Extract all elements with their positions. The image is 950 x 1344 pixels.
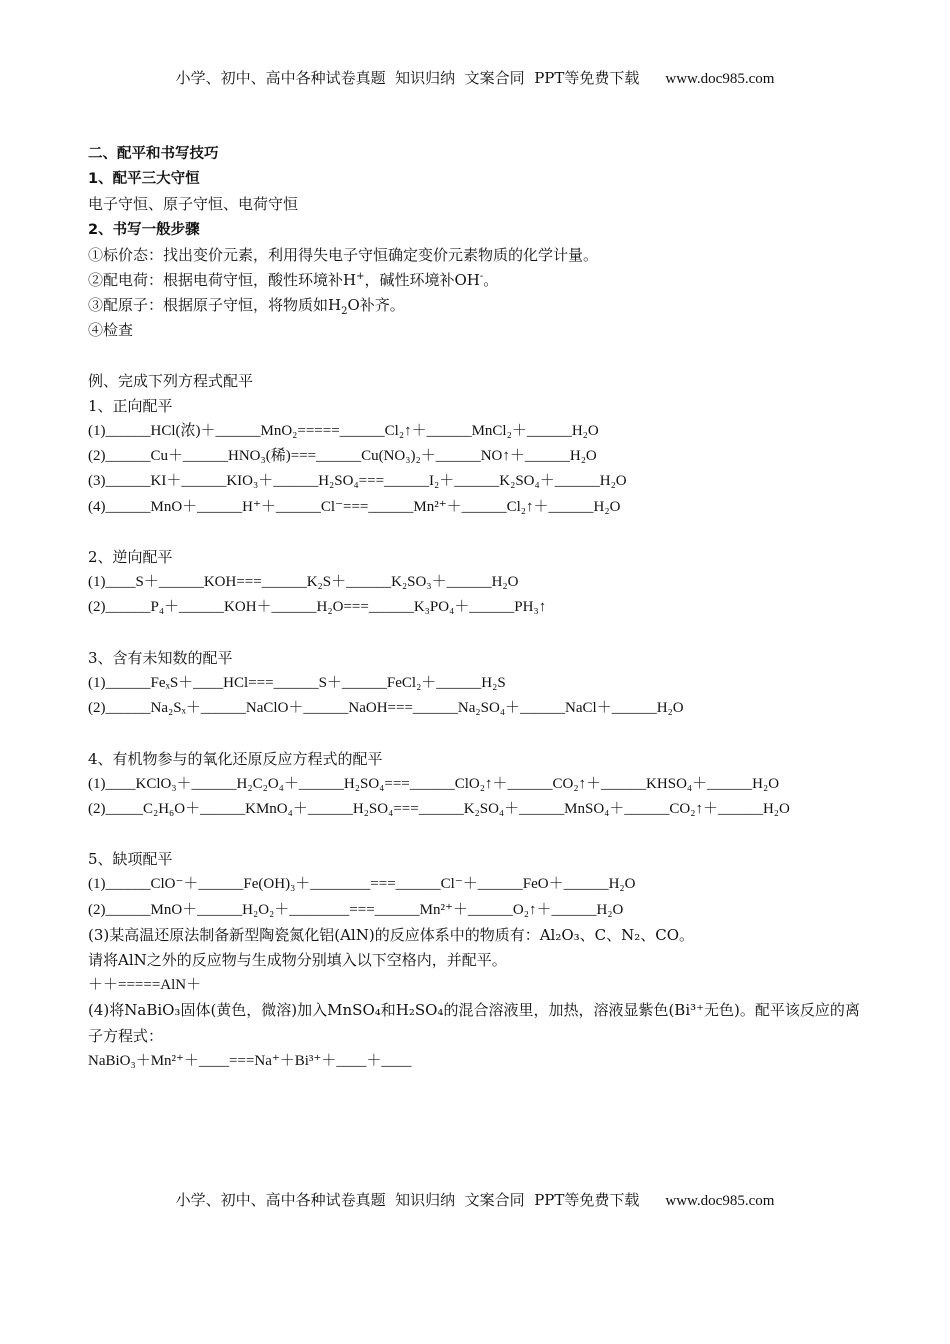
step-2: ②配电荷：根据电荷守恒，酸性环境补H+，碱性环境补OH-。 xyxy=(88,270,499,289)
step-3: ③配原子：根据原子守恒，将物质如$H_2O$补齐。 xyxy=(88,296,405,318)
equation-4-1: (1)____KClO₃＋______H₂C₂O₄＋______H₂SO₄===______ClO₂↑＋______CO₂↑＋______KHSO₄＋______H₂O xyxy=(88,775,780,792)
subsection-title-2: 2、书写一般步骤 xyxy=(88,221,200,238)
equation-1-3: (3)______KI＋______KIO₃＋______H₂SO₄===______I₂＋______K₂SO₄＋______H₂O xyxy=(88,473,627,490)
page-header xyxy=(0,68,950,89)
equation-5-1: (1)______ClO⁻＋______Fe(OH)₃＋________===______Cl⁻＋______FeO＋______H₂O xyxy=(88,876,636,893)
footer-text: 小学、初中、高中各种试卷真题 知识归纳 文案合同 PPT等免费下载 xyxy=(175,1191,640,1209)
group-4-title: 4、有机物参与的氧化还原反应方程式的配平 xyxy=(88,749,383,768)
equation-1-1: (1)______HCl(浓)＋______MnO₂=====______Cl₂↑＋______MnCl₂＋______H₂O xyxy=(88,423,599,440)
group-2-title: 2、逆向配平 xyxy=(88,548,173,566)
examples-intro: 例、完成下列方程式配平 xyxy=(88,371,254,390)
step-4: ④检查 xyxy=(88,321,134,340)
equation-5-2: (2)______MnO＋______H₂O₂＋________===______Mn²⁺＋______O₂↑＋______H₂O xyxy=(88,901,624,918)
question-5-3: (3)某高温还原法制备新型陶瓷氮化铝(AlN)的反应体系中的物质有：Al₂O₃、C、N₂、CO。 xyxy=(88,925,695,944)
header-text: 小学、初中、高中各种试卷真题 知识归纳 文案合同 PPT等免费下载 xyxy=(175,69,640,87)
question-5-4: (4)将NaBiO₃固体(黄色，微溶)加入MnSO₄和H₂SO₄的混合溶液里，加热，溶液显紫色(Bi³⁺无色)。配平该反应的离子方程式： xyxy=(88,1001,860,1045)
subsection-title-1: 1、配平三大守恒 xyxy=(88,171,200,188)
group-5-title: 5、缺项配平 xyxy=(88,850,173,869)
equation-2-2: (2)______P₄＋______KOH＋______H₂O===______K₃PO₄＋______PH₃↑ xyxy=(88,599,547,616)
equation-1-4: (4)______MnO＋______H⁺＋______Cl⁻===______Mn²⁺＋______Cl₂↑＋______H₂O xyxy=(88,498,621,515)
equation-4-2: (2)_____C₂H₆O＋______KMnO₄＋______H₂SO₄===______K₂SO₄＋______MnSO₄＋______CO₂↑＋______H₂O xyxy=(88,800,790,817)
equation-3-2: (2)______Na₂Sₓ＋______NaClO＋______NaOH===______Na₂SO₄＋______NaCl＋______H₂O xyxy=(88,700,684,717)
group-1-title: 1、正向配平 xyxy=(88,396,173,415)
question-5-4-equation: NaBiO₃＋Mn²⁺＋____===Na⁺＋Bi³⁺＋____＋____ xyxy=(88,1052,412,1069)
equation-1-2: (2)______Cu＋______HNO₃(稀)===______Cu(NO₃)₂＋______NO↑＋______H₂O xyxy=(88,448,597,465)
step-1: ①标价态：找出变价元素，利用得失电子守恒确定变价元素物质的化学计量。 xyxy=(88,245,599,264)
footer-site: www.doc985.com xyxy=(665,1193,775,1209)
group-3-title: 3、含有未知数的配平 xyxy=(88,648,233,667)
page-footer xyxy=(0,1190,950,1211)
question-5-3-blank-equation: ＋＋=====AlN＋ xyxy=(88,977,202,994)
header-site: www.doc985.com xyxy=(665,71,775,87)
document-body xyxy=(88,142,868,1074)
question-5-3-instruction: 请将AlN之外的反应物与生成物分别填入以下空格内，并配平。 xyxy=(88,951,507,969)
conservation-laws: 电子守恒、原子守恒、电荷守恒 xyxy=(88,195,299,214)
section-title: 二、配平和书写技巧 xyxy=(88,146,219,162)
equation-3-1: (1)______FeₓS＋____HCl===______S＋______FeCl₂＋______H₂S xyxy=(88,674,506,691)
equation-2-1: (1)____S＋______KOH===______K₂S＋______K₂SO₃＋______H₂O xyxy=(88,574,519,591)
